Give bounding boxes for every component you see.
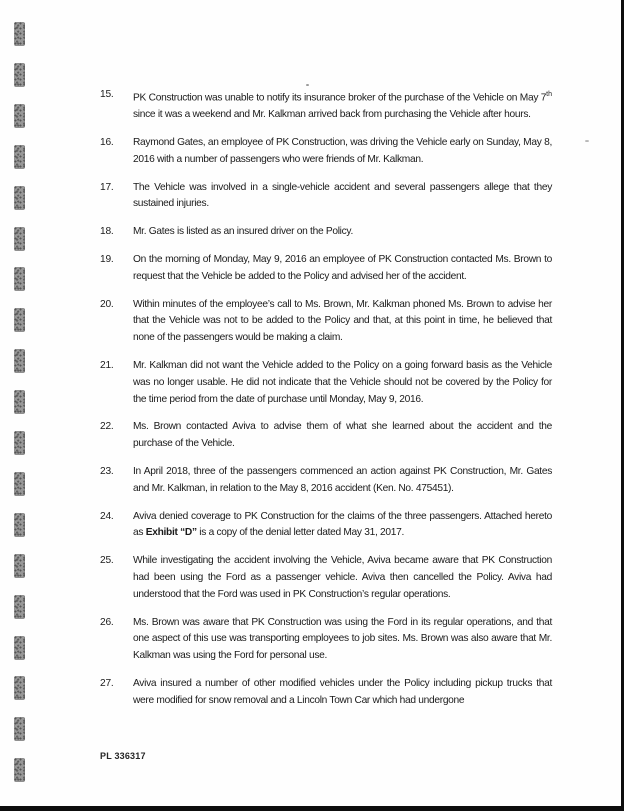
binding-strip — [0, 0, 40, 811]
paragraph-row — [100, 419, 552, 453]
paragraph-row — [100, 676, 552, 710]
paragraph-text: Mr. Gates is listed as an insured driver on the Policy. — [133, 226, 353, 238]
paragraph-row — [100, 297, 552, 347]
paragraph-row — [100, 180, 552, 214]
binding-hole-icon — [14, 227, 25, 251]
paragraph-number: 26. — [100, 616, 114, 628]
binding-hole-icon — [14, 145, 25, 169]
paragraph-text: The Vehicle was involved in a single-vehicle accident and several passengers allege that they sustained injuries. — [133, 181, 552, 210]
binding-hole-icon — [14, 63, 25, 87]
footer-code: PL 336317 — [100, 751, 146, 761]
paragraph-number: 21. — [100, 359, 114, 371]
binding-hole-icon — [14, 186, 25, 210]
paragraph-row — [100, 509, 552, 543]
paragraph-number: 27. — [100, 677, 114, 689]
paragraph-number: 25. — [100, 555, 114, 567]
binding-hole-icon — [14, 431, 25, 455]
paragraph-number: 15. — [100, 89, 114, 100]
binding-hole-icon — [14, 554, 25, 578]
paragraph-text: Aviva denied coverage to PK Construction for the claims of the three passengers. Attached hereto as Exhibit “D” is a copy of the denial letter dated May 31, 2017. — [133, 510, 552, 539]
paragraph-text: Mr. Kalkman did not want the Vehicle added to the Policy on a going forward basis as the Vehicle was no longer usable. He did not indicate that the Vehicle should not be covered by the Policy for the time period from the date of purchase until Monday, May 9, 2016. — [133, 359, 552, 405]
binding-hole-icon — [14, 676, 25, 700]
paragraph-text: Within minutes of the employee’s call to Ms. Brown, Mr. Kalkman phoned Ms. Brown to advise her that the Vehicle was not to be added to the Policy and that, at this point in time, he believed that none of the passengers would be making a claim. — [133, 298, 552, 344]
binding-hole-icon — [14, 472, 25, 496]
binding-hole-icon — [14, 717, 25, 741]
paragraph-row — [100, 135, 552, 169]
binding-hole-icon — [14, 104, 25, 128]
paragraph-text: Ms. Brown was aware that PK Construction was using the Ford in its regular operations, and that one aspect of this use was transporting employees to job sites. Ms. Brown was also aware that Mr. Kalkman was using the Ford for personal use. — [133, 616, 552, 662]
paragraph-row — [100, 252, 552, 286]
paragraph-text: Ms. Brown contacted Aviva to advise them of what she learned about the accident and the purchase of the Vehicle. — [133, 421, 552, 450]
paragraph-row — [100, 553, 552, 603]
paragraph-number: 18. — [100, 226, 114, 238]
paragraph-row — [100, 615, 552, 665]
paragraph-text: On the morning of Monday, May 9, 2016 an employee of PK Construction contacted Ms. Brown to request that the Vehicle be added to the Policy and advised her of the accident. — [133, 253, 552, 282]
binding-hole-icon — [14, 636, 25, 660]
paragraph-number: 19. — [100, 253, 114, 265]
binding-hole-icon — [14, 308, 25, 332]
paragraph-text: Raymond Gates, an employee of PK Construction, was driving the Vehicle early on Sunday, May 8, 2016 with a number of passengers who were friends of Mr. Kalkman. — [133, 136, 552, 165]
scan-speck — [585, 140, 589, 142]
binding-hole-icon — [14, 513, 25, 537]
binding-hole-icon — [14, 349, 25, 373]
paragraph-row — [100, 87, 552, 124]
paragraph-row — [100, 224, 552, 241]
scan-speck — [306, 84, 309, 86]
paragraph-number: 17. — [100, 181, 114, 193]
binding-hole-icon — [14, 595, 25, 619]
paragraph-number: 16. — [100, 136, 114, 148]
binding-hole-icon — [14, 22, 25, 46]
paragraph-row — [100, 358, 552, 408]
binding-hole-icon — [14, 267, 25, 291]
scan-edge-bottom-line — [0, 806, 624, 811]
paragraph-list — [100, 87, 552, 721]
paragraph-text: In April 2018, three of the passengers commenced an action against PK Construction, Mr. Gates and Mr. Kalkman, in relation to the May 8, 2016 accident (Ken. No. 475451). — [133, 465, 552, 494]
paragraph-text: PK Construction was unable to notify its insurance broker of the purchase of the Vehicle on May 7th since it was a weekend and Mr. Kalkman arrived back from purchasing the Vehicle after hours. — [133, 91, 552, 121]
paragraph-text: Aviva insured a number of other modified vehicles under the Policy including pickup trucks that were modified for snow removal and a Lincoln Town Car which had undergone — [133, 677, 552, 706]
paragraph-text: While investigating the accident involving the Vehicle, Aviva became aware that PK Construction had been using the Ford as a passenger vehicle. Aviva then cancelled the Policy. Aviva had understood that the Ford was used in PK Construction’s regular operations. — [133, 555, 552, 600]
paragraph-number: 22. — [100, 421, 114, 433]
paragraph-number: 24. — [100, 510, 114, 522]
paragraph-number: 23. — [100, 465, 114, 477]
paragraph-row — [100, 464, 552, 498]
binding-hole-icon — [14, 758, 25, 782]
binding-hole-icon — [14, 390, 25, 414]
paragraph-number: 20. — [100, 298, 114, 310]
